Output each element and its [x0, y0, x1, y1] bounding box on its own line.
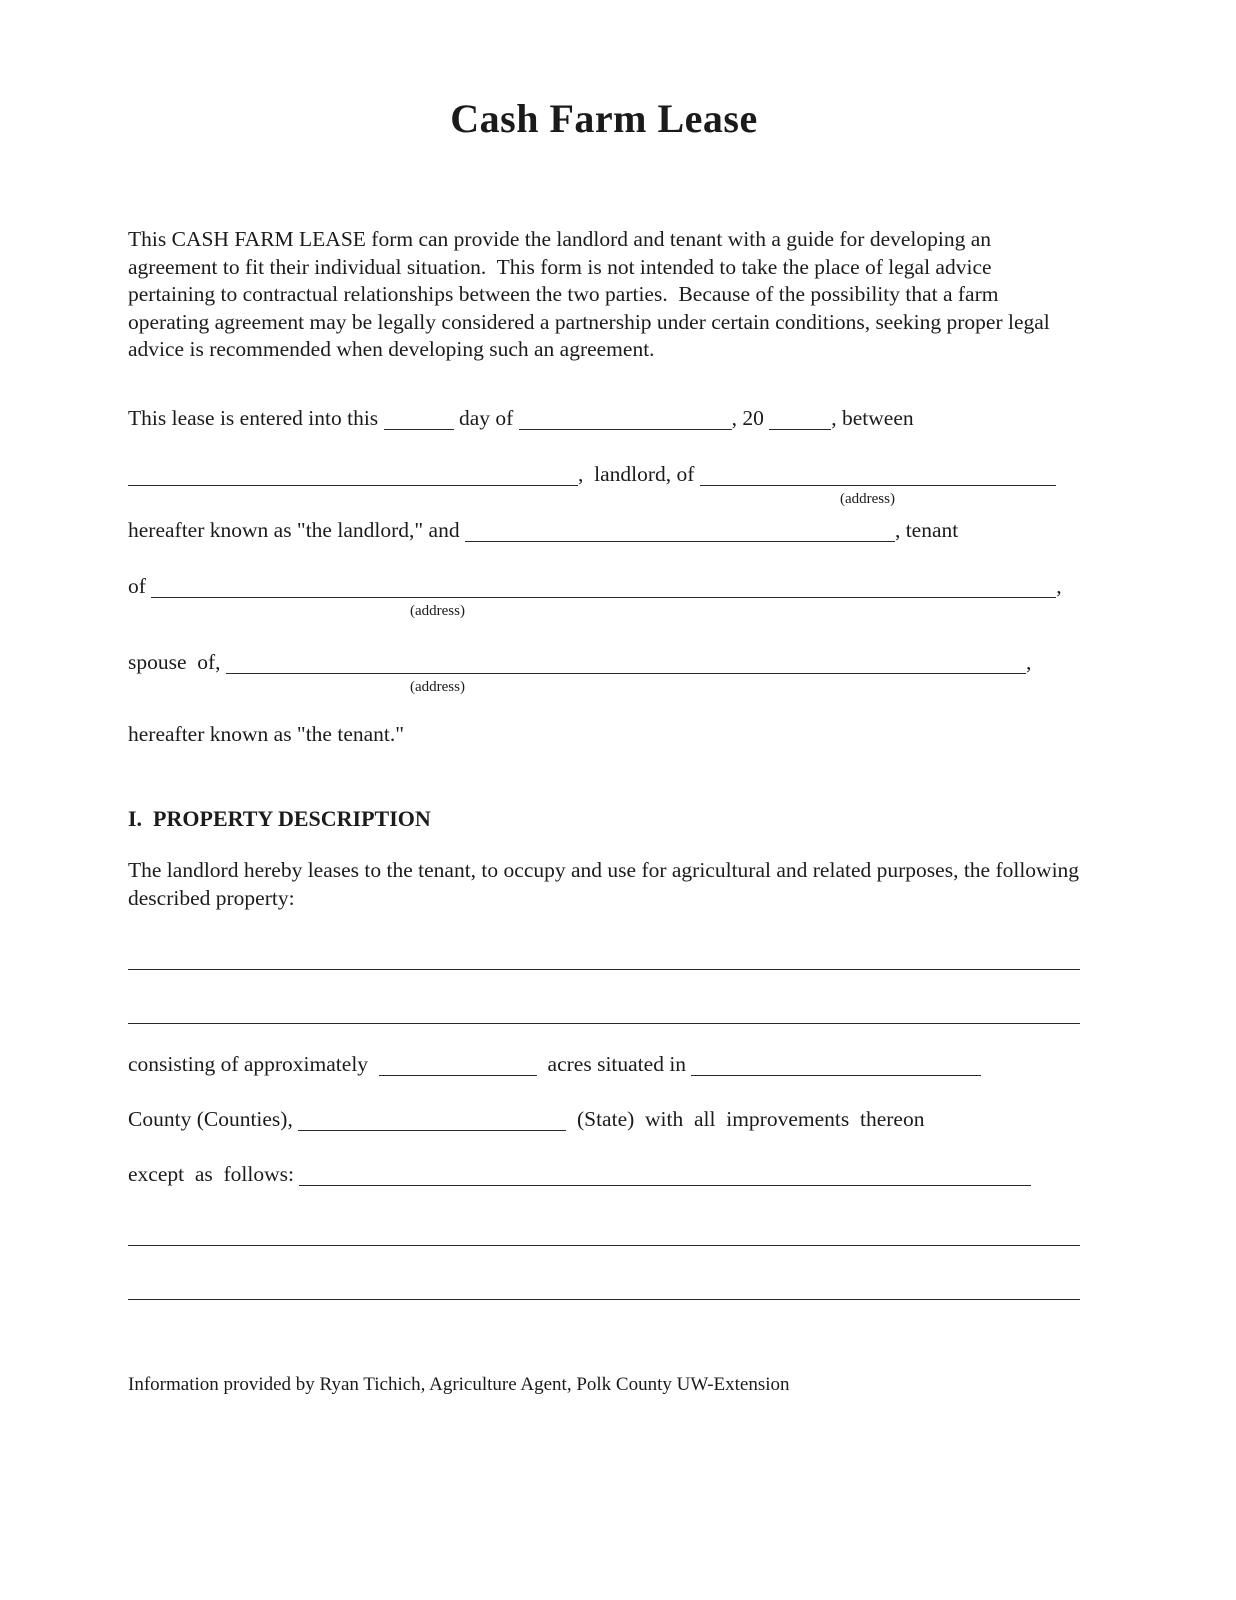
blank-exceptions-line-2: [128, 1280, 1080, 1300]
landlord-known-line: [128, 516, 1080, 544]
section-heading-property-description: I. PROPERTY DESCRIPTION: [128, 805, 431, 831]
entered-text-1: This lease is entered into this: [128, 405, 384, 430]
county-state-line: [128, 1105, 1080, 1133]
blank-spouse-address: [226, 654, 1026, 674]
of-text: of: [128, 573, 152, 598]
entered-into-line: [128, 404, 1080, 432]
landlord-text: , landlord, of: [578, 461, 700, 486]
spouse-line: [128, 648, 1080, 676]
blank-tenant-address: [151, 578, 1056, 598]
blank-exceptions-line-1: [128, 1226, 1080, 1246]
attribution-footer: Information provided by Ryan Tichich, Agriculture Agent, Polk County UW-Extension: [128, 1373, 790, 1395]
intro-paragraph: This CASH FARM LEASE form can provide the landlord and tenant with a guide for developing an agreement to fit their individual situation. This form is not intended to take the place of legal advice pertaining to contractual relationships between the two parties. Because of the possibility that a farm operating agreement may be legally considered a partnership under certain conditions, seeking proper legal advice is recommended when developing such an agreement.: [128, 227, 1056, 361]
blank-county: [691, 1056, 981, 1076]
tenant-text: , tenant: [894, 517, 959, 542]
spouse-address-label: (address): [410, 678, 465, 695]
blank-month: [519, 410, 732, 430]
blank-year: [769, 410, 831, 430]
blank-exceptions: [299, 1166, 1031, 1186]
blank-day: [384, 410, 454, 430]
blank-tenant-name: [465, 522, 895, 542]
tenant-address-label: (address): [410, 602, 465, 619]
tenant-address-line: [128, 572, 1080, 600]
document-title: Cash Farm Lease: [450, 96, 758, 141]
landlord-known-text: hereafter known as "the landlord," and: [128, 517, 465, 542]
tenant-known-line: [128, 720, 1080, 748]
consisting-text: consisting of approximately: [128, 1051, 379, 1076]
blank-property-line-2: [128, 1004, 1080, 1024]
blank-landlord-address: [700, 466, 1056, 486]
spouse-text: spouse of,: [128, 649, 226, 674]
entered-text-3: , 20: [731, 405, 770, 430]
entered-text-4: , between: [831, 405, 914, 430]
blank-landlord-name: [128, 466, 578, 486]
acres-situated-text: acres situated in: [536, 1051, 692, 1076]
except-text: except as follows:: [128, 1161, 300, 1186]
county-text: County (Counties),: [128, 1106, 299, 1131]
landlord-address-label: (address): [840, 490, 895, 507]
tenant-known-text: hereafter known as "the tenant.": [128, 721, 405, 746]
acreage-line: [128, 1050, 1080, 1078]
spouse-comma: ,: [1025, 649, 1032, 674]
except-line: [128, 1160, 1080, 1188]
blank-acres: [379, 1056, 537, 1076]
landlord-name-line: [128, 460, 1080, 488]
state-improvements-text: (State) with all improvements thereon: [566, 1106, 925, 1131]
entered-text-2: day of: [453, 405, 519, 430]
blank-state: [298, 1111, 566, 1131]
blank-property-line-1: [128, 950, 1080, 970]
property-description-paragraph: The landlord hereby leases to the tenant, to occupy and use for agricultural and related purposes, the following described property:: [128, 857, 1085, 910]
of-comma: ,: [1056, 573, 1062, 598]
